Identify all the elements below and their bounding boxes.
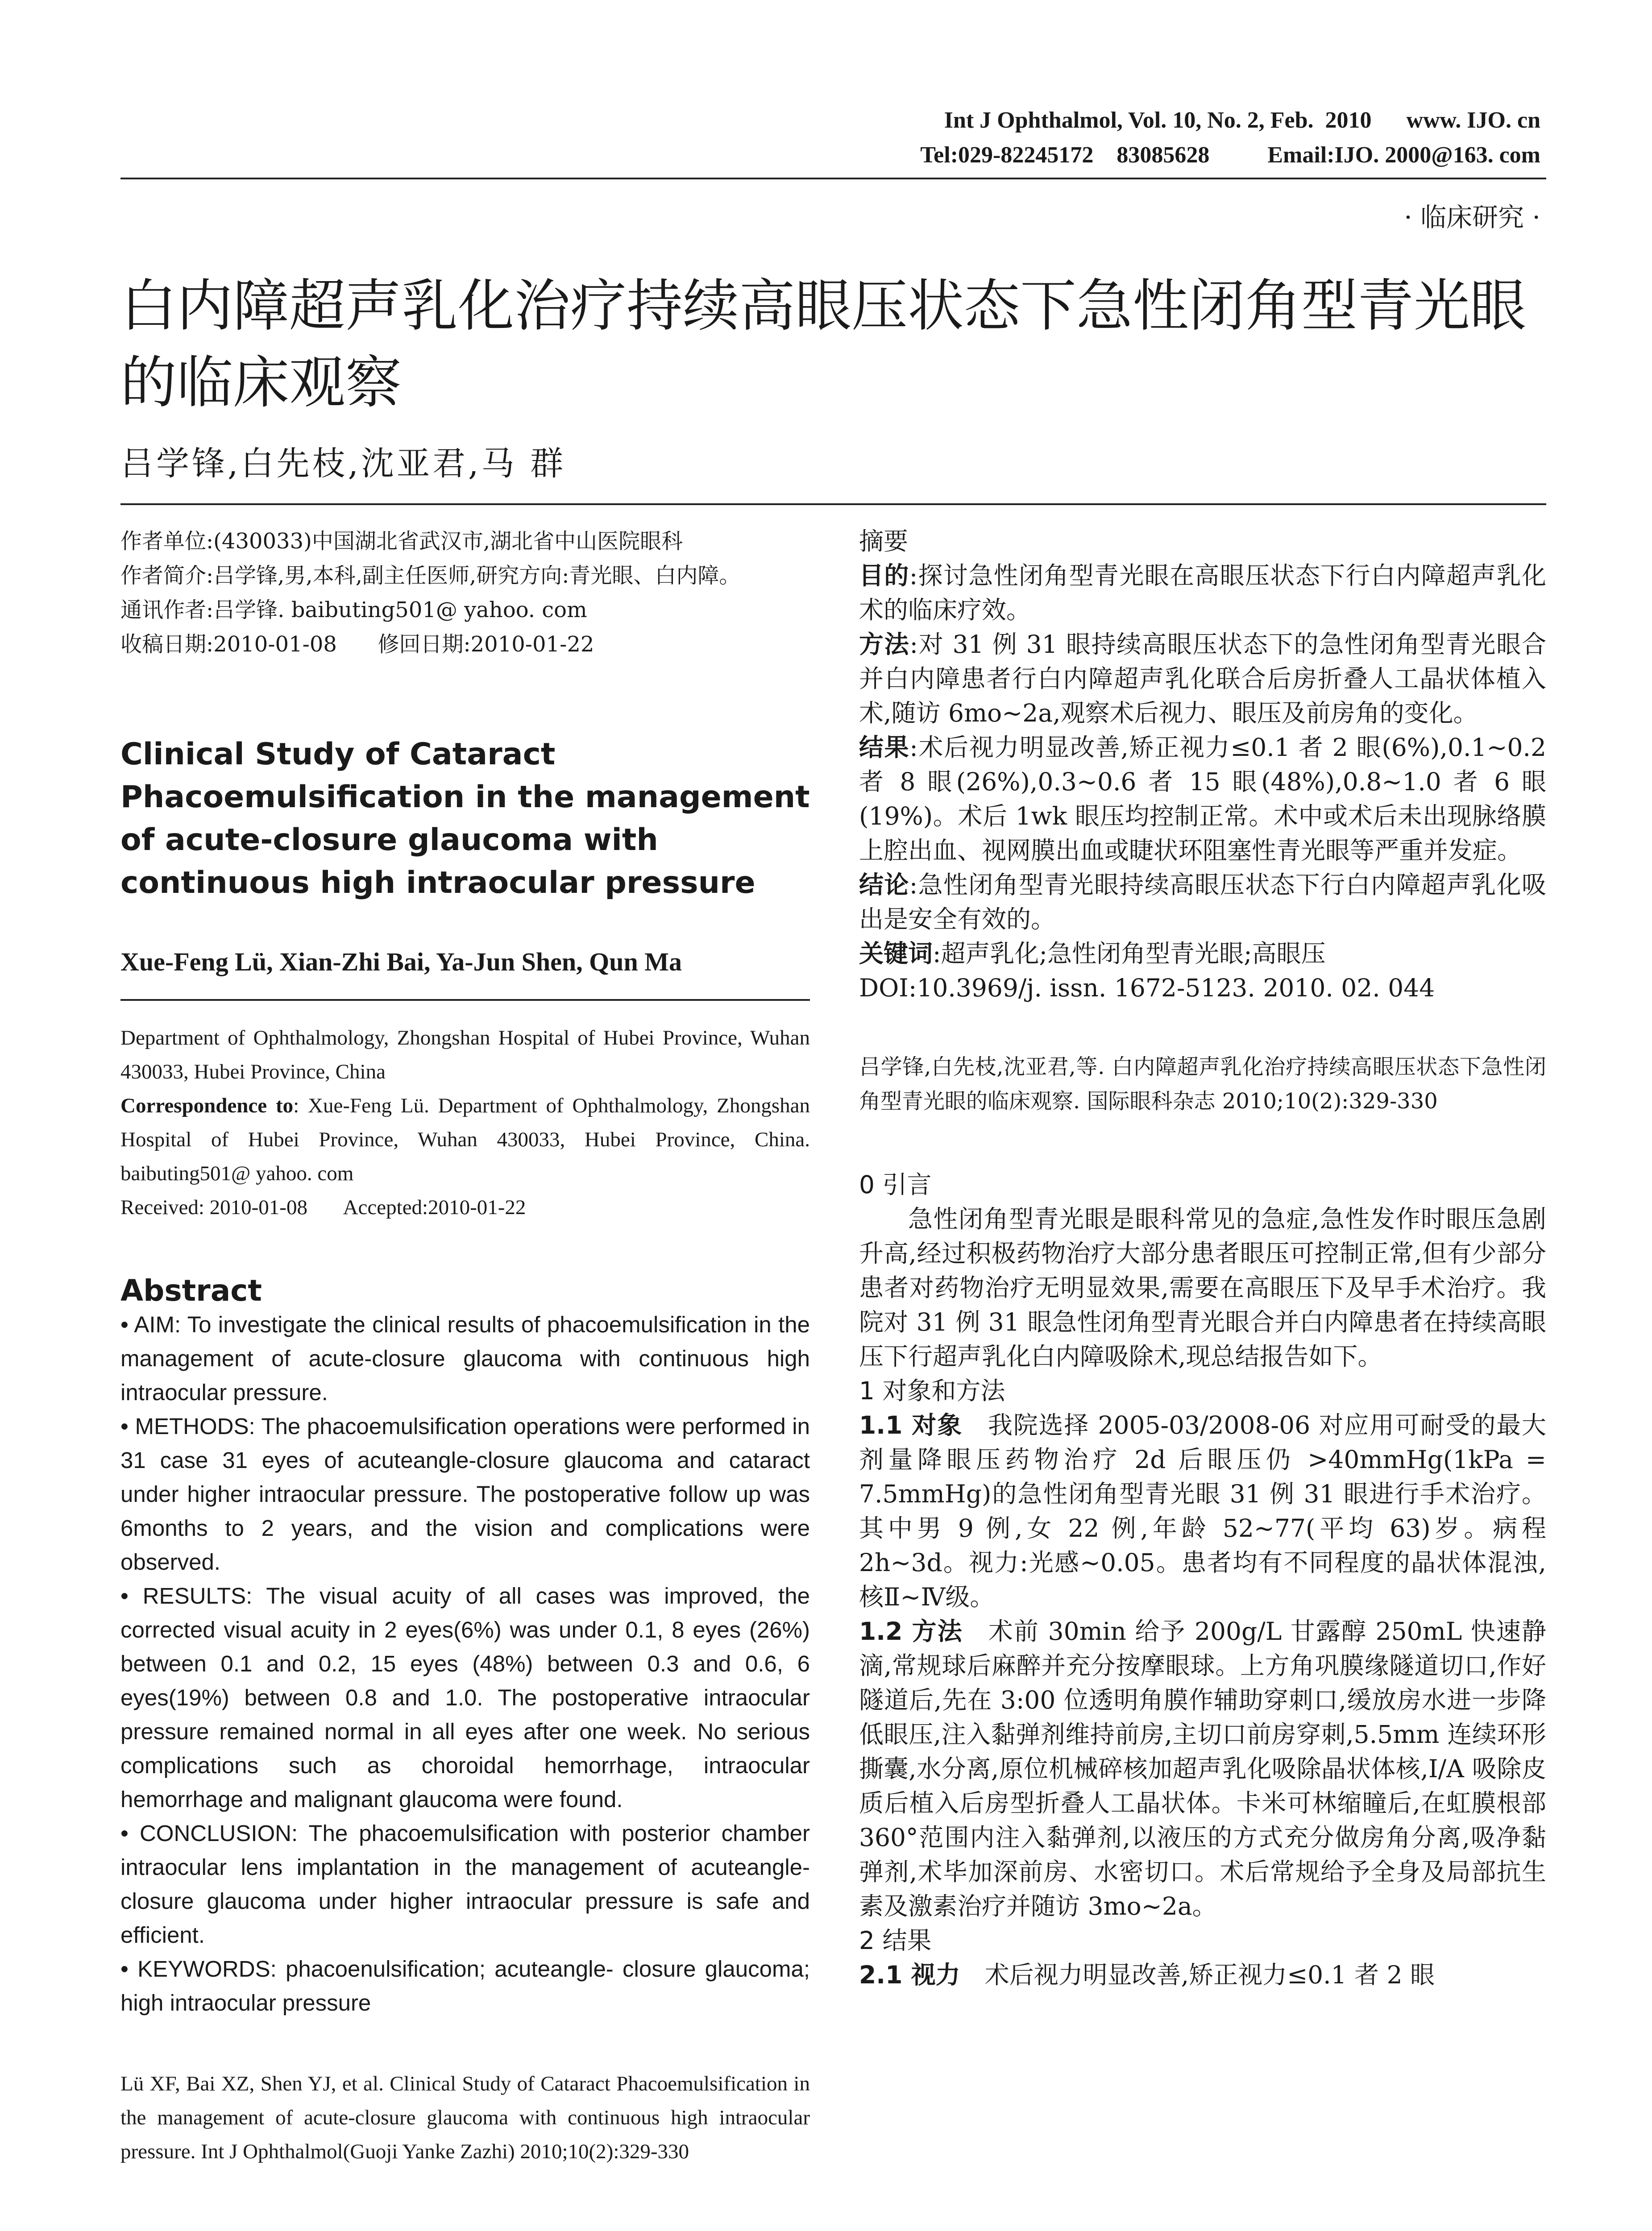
section-1-2 (859, 1614, 1546, 1924)
results-text: :术后视力明显改善,矫正视力≤0.1 者 2 眼(6%),0.1~0.2 者 8 眼(26%),0.3~0.6 者 15 眼(48%),0.8~1.0 者 6 眼(19%)。术后 1wk 眼压均控制正常。术中或术后未出现脉络膜上腔出血、视网膜出血或睫状环阻塞性青光眼等严重并发症。 (859, 733, 1546, 865)
abstract-aim: • AIM: To investigate the clinical results of phacoemulsification in the management of acute-closure glaucoma with continuous high intraocular pressure. (120, 1312, 810, 1405)
received-accepted: Received: 2010-01-08 Accepted:2010-01-22 (120, 1196, 526, 1219)
citation-en: Lü XF, Bai XZ, Shen YJ, et al. Clinical Study of Cataract Phacoemulsification in the management of acute-closure glaucoma with continuous high intraocular pressure. Int J Ophthalmol(Guoji Yanke Zazhi) 2010;10(2):329-330 (120, 2072, 810, 2163)
abstract-cn-aim (859, 559, 1546, 627)
abstract-cn-conclusion (859, 868, 1546, 937)
citation-cn: 吕学锋,白先枝,沈亚君,等. 白内障超声乳化治疗持续高眼压状态下急性闭角型青光眼的临床观察. 国际眼科杂志 2010;10(2):329-330 (859, 1054, 1546, 1114)
right-column (859, 524, 1546, 1992)
abstract-cn-results (859, 730, 1546, 868)
section-tag: · 临床研究 · (1404, 202, 1540, 232)
affiliation-cn: 作者单位:(430033)中国湖北省武汉市,湖北省中山医院眼科 (120, 529, 683, 554)
section2-heading: 2 结果 (859, 1926, 932, 1955)
abstract-keywords: • KEYWORDS: phacoenulsification; acuteangle- closure glaucoma; high intraocular pressure (120, 1956, 810, 2015)
keywords-text: :超声乳化;急性闭角型青光眼;高眼压 (933, 939, 1326, 968)
left-column (120, 524, 810, 2169)
header-rule (120, 178, 1546, 179)
methods-text: :对 31 例 31 眼持续高眼压状态下的急性闭角型青光眼合并白内障患者行白内障超声乳化联合后房折叠人工晶状体植入术,随访 6mo~2a,观察术后视力、眼压及前房角的变化。 (859, 630, 1546, 727)
abstract-cn-keywords (859, 937, 1546, 971)
affiliation-en-block (120, 1021, 810, 1224)
section-2-1 (859, 1958, 1546, 1992)
aim-text: :探讨急性闭角型青光眼在高眼压状态下行白内障超声乳化术的临床疗效。 (859, 561, 1546, 624)
s21-text: 术后视力明显改善,矫正视力≤0.1 者 2 眼 (984, 1961, 1435, 1989)
s12-text: 术前 30min 给予 200g/L 甘露醇 250mL 快速静滴,常规球后麻醉并充分按摩眼球。上方角巩膜缘隧道切口,作好隧道后,先在 3:00 位透明角膜作辅助穿刺口,缓放房水进一步降低眼压,注入黏弹剂维持前房,主切口前房穿刺,5.5mm 连续环形撕囊,水分离,原位机械碎核加超声乳化吸除晶状体核,I/A 吸除皮质后植入后房型折叠人工晶状体。卡米可林缩瞳后,在虹膜根部 360°范围内注入黏弹剂,以液压的方式充分做房角分离,吸净黏弹剂,术毕加深前房、水密切口。术后常规给予全身及局部抗生素及激素治疗并随访 3mo~2a。 (859, 1617, 1546, 1920)
journal-header-line1: Int J Ophthalmol, Vol. 10, No. 2, Feb. 2010 www. IJO. cn (944, 108, 1540, 133)
abstract-conclusion: • CONCLUSION: The phacoemulsification with posterior chamber intraocular lens implantation in the management of acuteangle-closure glaucoma under higher intraocular pressure is safe and efficient. (120, 1820, 810, 1948)
article-title-en: Clinical Study of Cataract Phacoemulsification in the management of acute-closure glaucoma with continuous high intraocular pressure (120, 737, 810, 900)
abstract-heading: Abstract (120, 1273, 262, 1308)
section1-heading: 1 对象和方法 (859, 1377, 1005, 1405)
abstract-cn-heading: 摘要 (859, 527, 909, 556)
corresponding-author-cn: 通讯作者:吕学锋. baibuting501@ yahoo. com (120, 597, 587, 622)
authors-rule (120, 999, 810, 1001)
affiliation-en: Department of Ophthalmology, Zhongshan Hospital of Hubei Province, Wuhan 430033, Hubei Province, China (120, 1026, 810, 1083)
intro-heading: 0 引言 (859, 1170, 932, 1199)
authors-cn: 吕学锋,白先枝,沈亚君,马 群 (120, 444, 566, 483)
authors-en: Xue-Feng Lü, Xian-Zhi Bai, Ya-Jun Shen, Qun Ma (120, 947, 682, 976)
abstract-en (120, 1308, 810, 2020)
s12-label: 1.2 方法 (859, 1617, 963, 1646)
citation-en-block (120, 2067, 810, 2169)
dates-cn: 收稿日期:2010-01-08 修回日期:2010-01-22 (120, 632, 594, 657)
correspondence-en (120, 1089, 810, 1190)
aim-label: 目的 (859, 561, 909, 590)
title-rule (120, 503, 1546, 505)
s11-label: 1.1 对象 (859, 1411, 963, 1439)
conclusion-label: 结论 (859, 871, 909, 899)
section-1-1 (859, 1408, 1546, 1614)
s11-text: 我院选择 2005-03/2008-06 对应用可耐受的最大剂量降眼压药物治疗 2d 后眼压仍 >40mmHg(1kPa = 7.5mmHg)的急性闭角型青光眼 31 例 31 眼进行手术治疗。其中男 9 例,女 22 例,年龄 52~77(平均 63)岁。病程 2h~3d。视力:光感~0.05。患者均有不同程度的晶状体混浊,核Ⅱ~Ⅳ级。 (859, 1411, 1546, 1611)
abstract-methods: • METHODS: The phacoemulsification operations were performed in 31 case 31 eyes of acuteangle-closure glaucoma and cataract under higher intraocular pressure. The postoperative follow up was 6months to 2 years, and the vision and complications were observed. (120, 1414, 810, 1575)
correspondence-label: Correspondence to (120, 1094, 294, 1117)
article-title-cn: 白内障超声乳化治疗持续高眼压状态下急性闭角型青光眼的临床观察 (120, 273, 1526, 415)
author-bio-cn: 作者简介:吕学锋,男,本科,副主任医师,研究方向:青光眼、白内障。 (120, 563, 741, 588)
results-label: 结果 (859, 733, 910, 762)
journal-header-line2: Tel:029-82245172 83085628 Email:IJO. 2000@163. com (920, 142, 1540, 168)
abstract-results: • RESULTS: The visual acuity of all cases was improved, the corrected visual acuity in 2 eyes(6%) was under 0.1, 8 eyes (26%) between 0.1 and 0.2, 15 eyes (48%) between 0.3 and 0.6, 6 eyes(19%) between 0.8 and 1.0. The postoperative intraocular pressure remained normal in all eyes after one week. No serious complications such as choroidal hemorrhage, intraocular hemorrhage and malignant glaucoma were found. (120, 1583, 810, 1812)
abstract-cn-methods (859, 627, 1546, 730)
s21-label: 2.1 视力 (859, 1961, 960, 1989)
doi: DOI:10.3969/j. issn. 1672-5123. 2010. 02. 044 (859, 974, 1435, 1002)
conclusion-text: :急性闭角型青光眼持续高眼压状态下行白内障超声乳化吸出是安全有效的。 (859, 871, 1546, 933)
correspondence-text: : Xue-Feng Lü. Department of Ophthalmology, Zhongshan Hospital of Hubei Province, Wuhan 430033, Hubei Province, China. baibuting501@ yahoo. com (120, 1094, 810, 1185)
body-text (859, 1168, 1546, 1992)
methods-label: 方法 (859, 630, 910, 659)
citation-cn-block (859, 1050, 1546, 1119)
author-info-block (120, 524, 810, 662)
keywords-label: 关键词 (859, 939, 933, 968)
intro-paragraph: 急性闭角型青光眼是眼科常见的急症,急性发作时眼压急剧升高,经过积极药物治疗大部分患者眼压可控制正常,但有少部分患者对药物治疗无明显效果,需要在高眼压下及早手术治疗。我院对 31 例 31 眼急性闭角型青光眼合并白内障患者在持续高眼压下行超声乳化白内障吸除术,现总结报告如下。 (859, 1205, 1546, 1371)
